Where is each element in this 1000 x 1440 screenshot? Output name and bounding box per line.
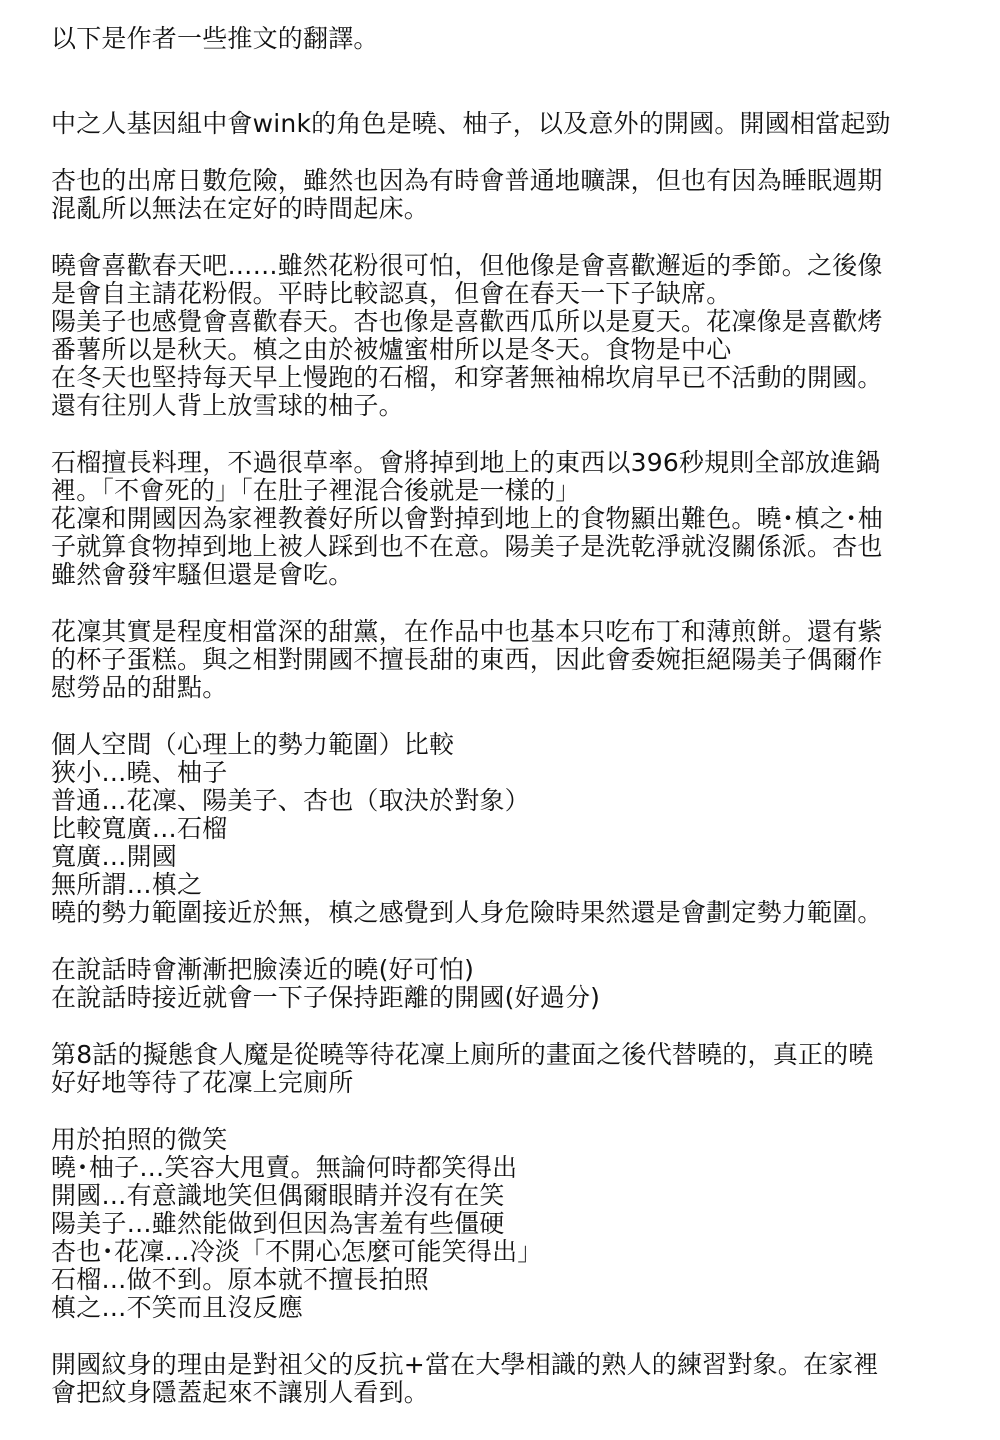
paragraph-cooking-line-3: 花凜和開國因為家裡教養好所以會對掉到地上的食物顯出難色。曉･槙之･柚 — [51, 504, 883, 533]
photo-smile-item: 石榴…做不到。原本就不擅長拍照 — [51, 1265, 430, 1294]
paragraph-seasons-line-4: 番薯所以是秋天。槙之由於被爐蜜柑所以是冬天。食物是中心 — [51, 335, 732, 364]
paragraph-seasons-line-2: 是會自主請花粉假。平時比較認真，但會在春天一下子缺席。 — [51, 279, 732, 308]
paragraph-attendance-line-2: 混亂所以無法在定好的時間起床。 — [51, 194, 430, 223]
paragraph-sweets-line-3: 慰勞品的甜點。 — [51, 673, 228, 702]
document-intro-line: 以下是作者一些推文的翻譯。 — [51, 24, 379, 53]
personal-space-item: 普通…花凜、陽美子、杏也（取決於對象） — [51, 786, 530, 815]
paragraph-sweets-line-1: 花凜其實是程度相當深的甜黨，在作品中也基本只吃布丁和薄煎餅。還有紫 — [51, 617, 883, 646]
personal-space-item: 無所謂…槙之 — [51, 870, 203, 899]
paragraph-seasons-line-3: 陽美子也感覺會喜歡春天。杏也像是喜歡西瓜所以是夏天。花凜像是喜歡烤 — [51, 307, 883, 336]
personal-space-item: 寬廣…開國 — [51, 842, 178, 871]
paragraph-cooking-line-1: 石榴擅長料理，不過很草率。會將掉到地上的東西以396秒規則全部放進鍋 — [51, 448, 881, 477]
photo-smile-item: 槙之…不笑而且沒反應 — [51, 1293, 304, 1322]
paragraph-episode8-line-2: 好好地等待了花凜上完廁所 — [51, 1068, 354, 1097]
paragraph-wink-line-1: 中之人基因組中會wink的角色是曉、柚子，以及意外的開國。開國相當起勁 — [51, 109, 891, 138]
paragraph-episode8-line-1: 第8話的擬態食人魔是從曉等待花凜上廁所的畫面之後代替曉的，真正的曉 — [51, 1040, 874, 1069]
paragraph-distance-line-1: 在說話時會漸漸把臉湊近的曉(好可怕) — [51, 955, 475, 984]
paragraph-seasons-line-1: 曉會喜歡春天吧……雖然花粉很可怕，但他像是會喜歡邂逅的季節。之後像 — [51, 251, 883, 280]
paragraph-sweets-line-2: 的杯子蛋糕。與之相對開國不擅長甜的東西，因此會委婉拒絕陽美子偶爾作 — [51, 645, 883, 674]
paragraph-tattoo-line-2: 會把紋身隱蓋起來不讓別人看到。 — [51, 1378, 430, 1407]
paragraph-personal-space-heading: 個人空間（心理上的勢力範圍）比較 — [51, 730, 455, 759]
paragraph-distance-line-2: 在說話時接近就會一下子保持距離的開國(好過分) — [51, 983, 601, 1012]
personal-space-note: 曉的勢力範圍接近於無，槙之感覺到人身危險時果然還是會劃定勢力範圍。 — [51, 898, 883, 927]
paragraph-cooking-line-4: 子就算食物掉到地上被人踩到也不在意。陽美子是洗乾淨就沒關係派。杏也 — [51, 532, 883, 561]
paragraph-photo-smile-heading: 用於拍照的微笑 — [51, 1125, 228, 1154]
photo-smile-item: 陽美子…雖然能做到但因為害羞有些僵硬 — [51, 1209, 505, 1238]
paragraph-cooking-line-2: 裡。「不會死的」「在肚子裡混合後就是一樣的」 — [51, 476, 581, 505]
paragraph-seasons-line-6: 還有往別人背上放雪球的柚子。 — [51, 391, 404, 420]
photo-smile-item: 杏也･花凜…冷淡「不開心怎麼可能笑得出」 — [51, 1237, 543, 1266]
photo-smile-item: 曉･柚子…笑容大甩賣。無論何時都笑得出 — [51, 1153, 518, 1182]
paragraph-seasons-line-5: 在冬天也堅持每天早上慢跑的石榴，和穿著無袖棉坎肩早已不活動的開國。 — [51, 363, 883, 392]
paragraph-cooking-line-5: 雖然會發牢騷但還是會吃。 — [51, 560, 354, 589]
personal-space-item: 狹小…曉、柚子 — [51, 758, 228, 787]
paragraph-tattoo-line-1: 開國紋身的理由是對祖父的反抗+當在大學相識的熟人的練習對象。在家裡 — [51, 1350, 879, 1379]
photo-smile-item: 開國…有意識地笑但偶爾眼睛并沒有在笑 — [51, 1181, 505, 1210]
paragraph-attendance-line-1: 杏也的出席日數危險，雖然也因為有時會普通地曠課，但也有因為睡眠週期 — [51, 166, 883, 195]
personal-space-item: 比較寬廣…石榴 — [51, 814, 228, 843]
